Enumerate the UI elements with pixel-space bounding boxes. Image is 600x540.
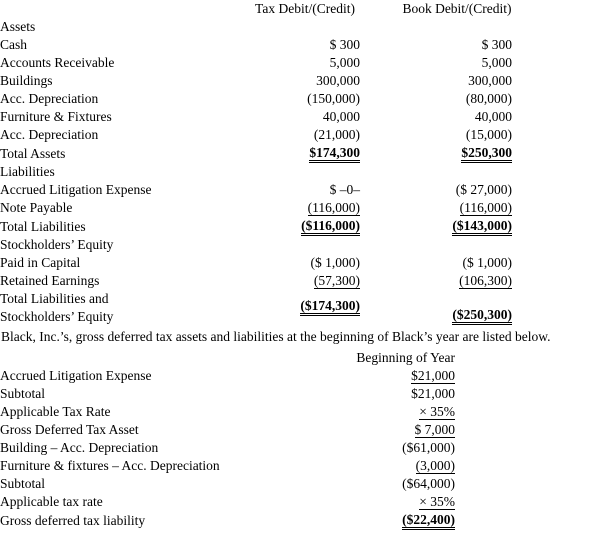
section-heading-assets: Assets xyxy=(0,19,36,34)
row-label: Gross Deferred Tax Asset xyxy=(0,422,139,437)
row-value xyxy=(330,421,455,439)
grand-total-label-line2: Stockholders’ Equity xyxy=(0,309,114,324)
row-value-book xyxy=(402,272,512,290)
row-value-tax xyxy=(250,290,360,326)
row-value-book: 300,000 xyxy=(468,73,512,88)
row-value-book xyxy=(402,217,512,236)
section-heading-row xyxy=(0,163,600,181)
row-label: Cash xyxy=(0,37,27,52)
table-row xyxy=(0,421,600,439)
column-header-book: Book Debit/(Credit) xyxy=(402,1,512,16)
row-value-tax: 5,000 xyxy=(329,55,360,70)
gross-deferred-tax-asset-value: $ 7,000 xyxy=(414,422,455,437)
row-label: Note Payable xyxy=(0,200,73,215)
row-value-book xyxy=(402,290,512,326)
table-row xyxy=(0,385,600,403)
table-row xyxy=(0,199,600,217)
row-label: Total Liabilities xyxy=(0,219,86,234)
table-row xyxy=(0,108,600,126)
row-label: Accounts Receivable xyxy=(0,55,115,70)
grand-total-row-line1 xyxy=(0,290,600,308)
row-label: Furniture & Fixtures xyxy=(0,109,112,124)
row-label: Total Assets xyxy=(0,146,66,161)
row-value-book: $ 300 xyxy=(481,37,512,52)
table-row xyxy=(0,272,600,290)
grand-total-tax-value: ($174,300) xyxy=(300,298,360,316)
table-total-row xyxy=(0,144,600,163)
row-value-tax xyxy=(250,144,360,163)
table-row xyxy=(0,254,600,272)
table-row xyxy=(0,36,600,54)
retained-earnings-book-value: (106,300) xyxy=(459,273,512,288)
row-label: Gross deferred tax liability xyxy=(0,513,146,528)
header-label-blank xyxy=(0,0,210,18)
row-value-tax xyxy=(250,217,360,236)
row-value: ($61,000) xyxy=(402,440,455,455)
row-label: Applicable tax rate xyxy=(0,494,103,509)
total-assets-tax-value: $174,300 xyxy=(309,145,360,163)
table-row xyxy=(0,367,600,385)
row-value-book: ($ 1,000) xyxy=(462,255,512,270)
row-value-tax: ($ 1,000) xyxy=(310,255,360,270)
applicable-tax-rate-value: × 35% xyxy=(419,404,455,419)
row-value-book xyxy=(402,144,512,163)
accrued-litigation-expense-value: $21,000 xyxy=(411,368,455,383)
table-row xyxy=(0,72,600,90)
row-value-tax: $ 300 xyxy=(329,37,360,52)
row-value-book: 5,000 xyxy=(481,55,512,70)
column-header-tax: Tax Debit/(Credit) xyxy=(255,1,355,16)
row-label: Buildings xyxy=(0,73,53,88)
row-value-book: (80,000) xyxy=(465,91,512,106)
total-liabilities-book-value: ($143,000) xyxy=(452,218,512,236)
row-label: Building – Acc. Depreciation xyxy=(0,440,159,455)
row-value xyxy=(330,511,455,530)
table-row xyxy=(0,181,600,199)
table-row xyxy=(0,475,600,493)
row-value-book: 40,000 xyxy=(474,109,512,124)
row-value-tax xyxy=(250,199,360,217)
grand-total-label-line1: Total Liabilities and xyxy=(0,291,109,306)
row-value-tax xyxy=(250,272,360,290)
grand-total-book-value: ($250,300) xyxy=(452,307,512,325)
explanatory-paragraph: Black, Inc.’s, gross deferred tax assets and liabilities at the beginning of Black’s year are listed below. xyxy=(1,329,551,344)
row-label: Paid in Capital xyxy=(0,255,81,270)
note-payable-tax-value: (116,000) xyxy=(307,200,360,215)
row-label: Accrued Litigation Expense xyxy=(0,182,152,197)
row-label: Acc. Depreciation xyxy=(0,91,99,106)
table-row xyxy=(0,54,600,72)
applicable-tax-rate-2-value: × 35% xyxy=(419,494,455,509)
row-label: Acc. Depreciation xyxy=(0,127,99,142)
row-label: Furniture & fixtures – Acc. Depreciation xyxy=(0,458,220,473)
table-row xyxy=(0,126,600,144)
deferred-tax-table xyxy=(0,349,600,530)
row-value-book xyxy=(402,199,512,217)
table-row xyxy=(0,90,600,108)
total-assets-book-value: $250,300 xyxy=(461,145,512,163)
row-label: Retained Earnings xyxy=(0,273,100,288)
table-row xyxy=(0,403,600,421)
total-liabilities-tax-value: ($116,000) xyxy=(301,218,360,236)
note-payable-book-value: (116,000) xyxy=(459,200,512,215)
gross-deferred-tax-liability-value: ($22,400) xyxy=(402,512,455,530)
row-value-tax: 40,000 xyxy=(322,109,360,124)
furniture-fixtures-acc-depreciation-value: (3,000) xyxy=(415,458,455,473)
row-value-tax: (21,000) xyxy=(313,127,360,142)
table-header-row xyxy=(0,0,600,18)
row-value-tax: $ –0– xyxy=(329,182,360,197)
table-header-row xyxy=(0,349,600,367)
section-heading-stockholders-equity: Stockholders’ Equity xyxy=(0,237,114,252)
row-label: Applicable Tax Rate xyxy=(0,404,111,419)
row-value xyxy=(330,457,455,475)
column-header-beginning-of-year: Beginning of Year xyxy=(356,350,455,365)
table-row xyxy=(0,457,600,475)
row-value-tax: 300,000 xyxy=(316,73,360,88)
retained-earnings-tax-value: (57,300) xyxy=(313,273,360,288)
row-value xyxy=(330,367,455,385)
header-label-blank xyxy=(0,349,330,367)
row-value xyxy=(330,403,455,421)
table-row xyxy=(0,493,600,511)
table-total-row xyxy=(0,217,600,236)
table-row xyxy=(0,439,600,457)
row-value-book: (15,000) xyxy=(465,127,512,142)
row-label: Accrued Litigation Expense xyxy=(0,368,152,383)
table-total-row xyxy=(0,511,600,530)
row-label: Subtotal xyxy=(0,476,46,491)
section-heading-row xyxy=(0,236,600,254)
row-value xyxy=(330,493,455,511)
row-value-tax: (150,000) xyxy=(307,91,360,106)
section-heading-liabilities: Liabilities xyxy=(0,164,55,179)
row-value: ($64,000) xyxy=(402,476,455,491)
row-value-book: ($ 27,000) xyxy=(455,182,512,197)
section-heading-row xyxy=(0,18,600,36)
row-value: $21,000 xyxy=(411,386,455,401)
row-label: Subtotal xyxy=(0,386,46,401)
